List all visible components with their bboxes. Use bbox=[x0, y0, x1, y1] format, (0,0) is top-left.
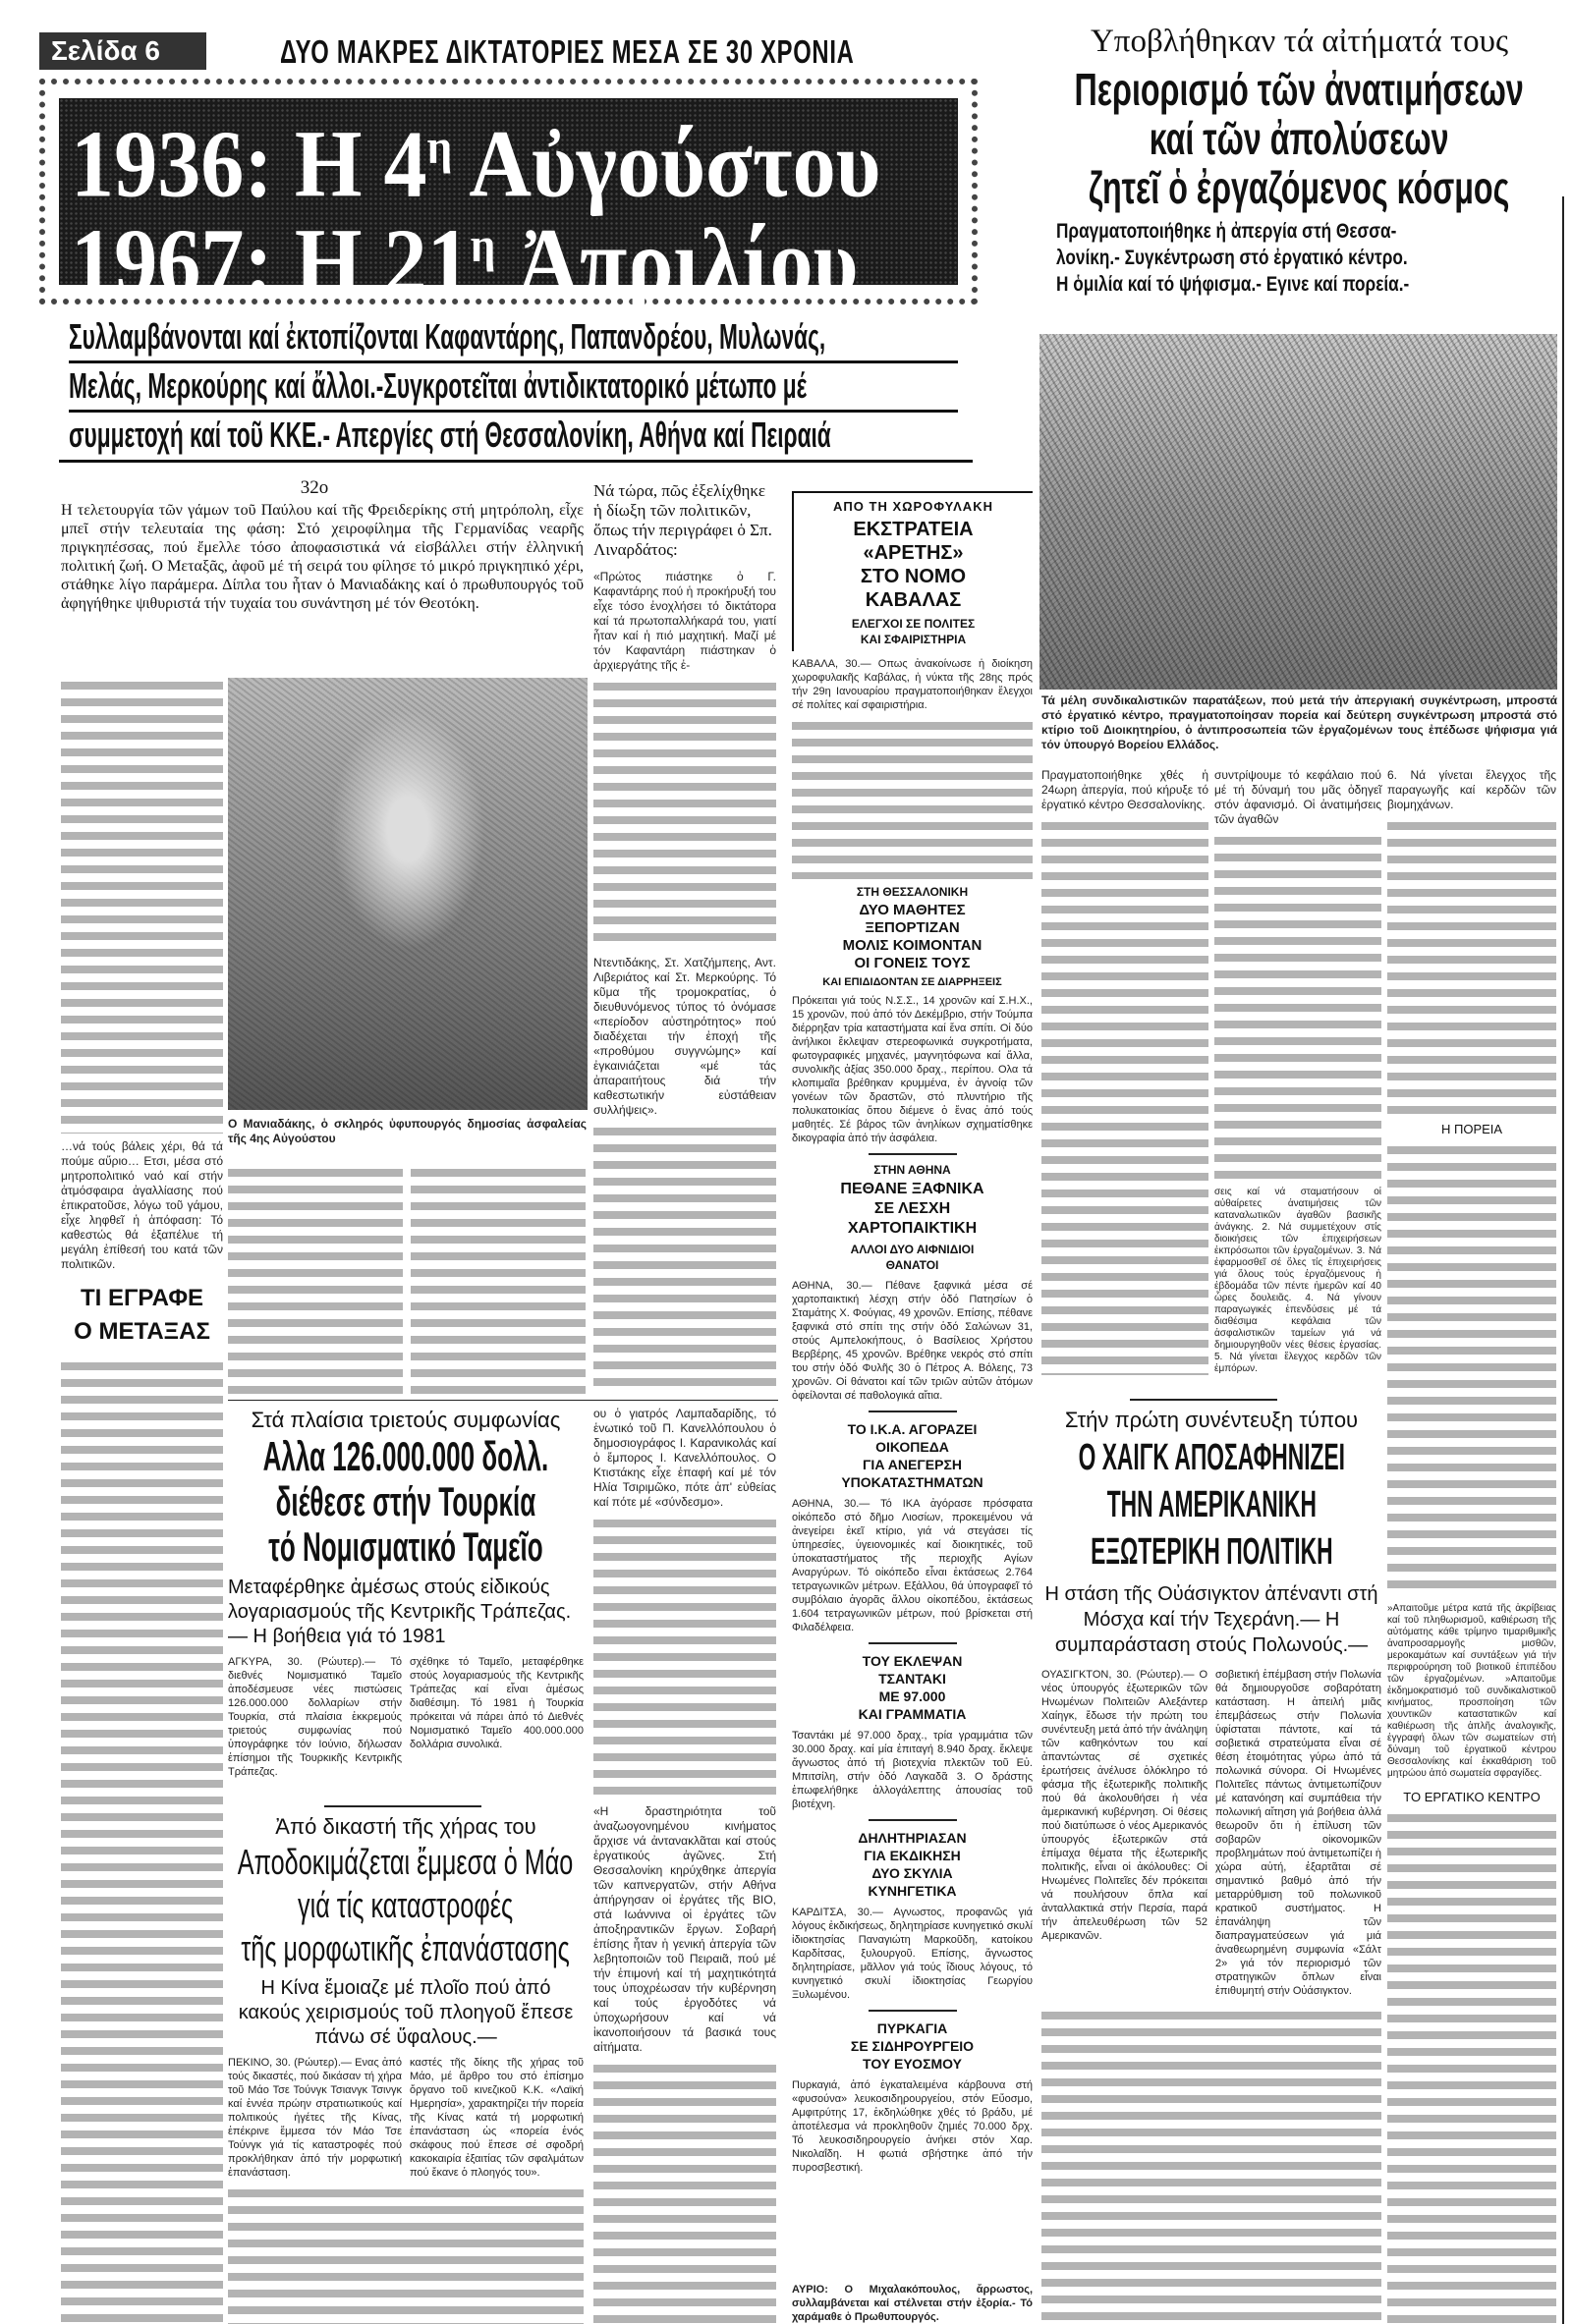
text-column bbox=[593, 2061, 776, 2324]
imf-headline: Αλλα 126.000.000 δολλ. διέθεσε στήν Τουρκία τό Νομισματικό Ταμεῖο bbox=[262, 1433, 549, 1570]
deck-line: Μελάς, Μερκούρης καί ἄλλοι.-Συγκροτεῖται ἀντιδικτατορικό μέτωπο μέ bbox=[69, 365, 807, 406]
side-quote: «Πρώτος πιάστηκε ὁ Γ. Καφαντάρης πού ἡ προκήρυξή του εἶχε τόσο ἐνοχλήσει τό δικτάτορα καί τά πρωτοπαλλήκαρά του, γιατί ἦταν καί ἡ πιό μαχητική. Μαζί μέ τόν Καφαντάρη πιάστηκαν ὁ ἀρχιεργάτης τῆς ἐ- bbox=[593, 570, 776, 672]
bag-headline: ΤΟΥ ΕΚΛΕΨΑΝ ΤΣΑΝΤΑΚΙ ΜΕ 97.000 ΚΑΙ ΓΡΑΜΜΑΤΙΑ bbox=[858, 1653, 967, 1722]
text-column bbox=[593, 1124, 776, 1395]
imf-subhead: Μεταφέρθηκε ἀμέσως στούς εἰδικούς λογαριασμούς τῆς Κεντρικῆς Τράπεζας.— Η βοήθεια γιά τό 1981 bbox=[228, 1577, 572, 1647]
thess-sub: ΚΑΙ ΕΠΙΔΙΔΟΝΤΑΝ ΣΕ ΔΙΑΡΡΗΞΕΙΣ bbox=[822, 976, 1002, 988]
mao-body-2: καστές τῆς δίκης τῆς χήρας τοῦ Μάο, μέ ἄρθρο του στό ἐπίσημο ὄργανο τοῦ κινεζικοῦ Κ.Κ. «Λαϊκή Ημερησία», χαρακτηρίζει τήν πορεία τῆς Κίνας κατά τή μορφωτική ἐπανάσταση ὡς «πορεία ἑνός σκάφους πού ἔπεσε σέ σφοδρή κακοκαιρία ἐξαιτίας τῶν σφαλμάτων πού ἔκανε ὁ πλοηγός του». bbox=[410, 2057, 584, 2179]
page-label: Σελίδα 6 bbox=[39, 32, 206, 70]
dogs-body: ΚΑΡΔΙΤΣΑ, 30.— Αγνωστος, προφανῶς γιά λόγους ἐκδικήσεως, δηλητηρίασε κυνηγετικό σκυλί ἰδιοκτησίας Παναγιώτη Μαρκοῦδη, κατοίκου Καρδίτσας, ξυλουργοῦ. Επίσης, ἄγνωστος δηλητηρίασε, μᾶλλον γιά τούς ἴδιους λόγους, τό κυνηγετικό σκυλί ἰδιοκτησίας Γεωργίου Ξυλωμένου. bbox=[792, 1907, 1033, 2001]
thess-kicker: ΣΤΗ ΘΕΣΣΑΛΟΝΙΚΗ bbox=[856, 885, 969, 899]
mao-body: ΠΕΚΙΝΟ, 30. (Ρώυτερ).— Ενας ἀπό τούς δικαστές, πού δικάσαν τή χήρα τοῦ Μάο Τσε Τούνγκ Τσιανγκ Τσινγκ καί ἐννέα πρώην στρατιωτικούς καί πολιτικούς ἡγέτες τῆς Κίνας, ἐπέκρινε ἔμμεσα τόν Μάο Τσε Τούνγκ γιά τίς καταστροφές πού προκλήθηκαν ἀπό τήν μορφωτική ἐπανάσταση. bbox=[228, 2057, 402, 2179]
article-intro: Η τελετουργία τῶν γάμων τοῦ Παύλου καί τῆς Φρειδερίκης στή μητρόπολη, εἶχε μπεῖ στήν τελευταία της φάση: Στό χειροφίλημα τῆς Γερμανίδας νεαρῆς πριγκηπέσσας, πού ἔμελλε τόσο ἀποφασιστικά νά εἰσβάλλει στήν ἑλληνική πολιτική ζωή. Ο Μεταξᾶς, ἀφοῦ μέ τή σειρά του φίλησε τό μικρό πριγκηπικό χέρι, στάθηκε λίγο παράμερα. Δίπλα του ἦταν ὁ Μανιαδάκης καί ὁ πρωθυπουργός τοῦ ἀφηγήθηκε ψιθυριστά τήν τυχαία του συνάντηση μέ τόν Θεοτόκη. bbox=[61, 502, 584, 612]
labor-col3-top: 6. Νά γίνεται ἔλεγχος τῆς παραγωγῆς καί κερδῶν τῶν βιομηχάνων. bbox=[1387, 768, 1556, 811]
thess-headline: ΔΥΟ ΜΑΘΗΤΕΣ ΞΕΠΟΡΤΙΖΑΝ ΜΟΛΙΣ ΚΟΙΜΟΝΤΑΝ ΟΙ ΓΟΝΕΙΣ ΤΟΥΣ bbox=[842, 902, 982, 971]
labor-col1: Πραγματοποιήθηκε χθές ἡ 24ωρη ἀπεργία, πού κήρυξε τό ἐργατικό κέντρο Θεσσαλονίκης. bbox=[1041, 768, 1208, 811]
side-column bbox=[593, 481, 776, 1395]
chapter-number: 32ο bbox=[300, 477, 329, 498]
haig-body-2: σοβιετική ἐπέμβαση στήν Πολωνία θά δημιουργοῦσε σοβαρότατη κατάσταση. Η ἀπειλή μιᾶς ἐπεμβάσεως στήν Πολωνία ὑφίσταται πάντοτε, καί τά σοβιετικά στρατεύματα εἶναι σέ θέση ἑτοιμότητας γύρω ἀπό τά πολωνικά σύνορα. Οἱ Ηνωμένες Πολιτεῖες πάντως ἀντιμετωπίζουν μέ κατανόηση καί συμπάθεια τήν πολωνική αἴτηση γιά βοήθεια ἀλλά θεωροῦν ὅτι ἡ ἐπίλυση τῶν σοβαρῶν οἰκονομικῶν προβλημάτων πού ἀντιμετωπίζει ἡ χώρα αὐτή, ἐξαρτᾶται σέ σημαντικό βαθμό ἀπό τήν μεταρρύθμιση τοῦ πολωνικοῦ κρατικοῦ συστήματος. Η ἐπανάληψη τῶν διαπραγματεύσεων γιά μιά ἀναθεωρημένη συμφωνία «Σάλτ 2» γιά τόν περιορισμό τῶν στρατηγικῶν ὅπλων εἶναι ἐπιθυμητή στήν Οὐάσιγκτον. bbox=[1215, 1669, 1381, 1997]
athens-body: ΑΘΗΝΑ, 30.— Πέθανε ξαφνικά μέσα σέ χαρτοπαικτική λέσχη στήν ὁδό Πατησίων ὁ Σταμάτης Χ. Φούγιας, 49 χρονῶν. Επίσης, πέθανε ξαφνικά στό σπίτι της στήν ὁδό Σαλώνων 31, στούς Αμπελοκήπους, ὁ Βασίλειος Χρήστου Βερβέρης, 45 χρονῶν. Βρέθηκε νεκρός στό σπίτι του στήν ὁδό Φυλῆς 30 ὁ Πέτρος Α. Βόλεης, 73 χρονῶν. Οἱ θάνατοι καί τῶν τριῶν αὐτῶν ἀτόμων ὀφείλονται σέ παθολογικά αἴτια. bbox=[792, 1280, 1033, 1402]
labor-column-1 bbox=[1041, 768, 1208, 1375]
movement-text: «Η δραστηριότητα τοῦ ἀναζωογονημένου κινήματος ἄρχισε νά ἀντανακλᾶται καί στούς ἐργατικούς ἀγῶνες. Στή Θεσσαλονίκη κηρύχθηκε ἀπεργία τῶν καπνεργατῶν, στήν Αθήνα ἀπήργησαν οἱ ἐργάτες τῆς ΒΙΟ, στά Ιωάννινα οἱ ἐργάτες τῶν ἀποξηραντικῶν ἔργων. Σοβαρή ἐπίσης ἦταν ἡ γενική ἀπεργία τῶν λεβητοποιῶν τοῦ Πειραιᾶ, πού μέ τήν ἐπιμονή καί τή μαχητικότητά τους ὑποχρέωσαν τήν κυβέρνηση καί τούς ἐργοδότες νά ὑποχωρήσουν καί νά ἱκανοποιήσουν τά βασικά τους αἰτήματα. bbox=[593, 1804, 776, 2054]
labor-column-2 bbox=[1214, 768, 1381, 1375]
mao-kicker: Ἀπό δικαστή τῆς χήρας του bbox=[275, 1814, 536, 1839]
dogs-headline: ΔΗΛΗΤΗΡΙΑΣΑΝ ΓΙΑ ΕΚΔΙΚΗΣΗ ΔΥΟ ΣΚΥΛΙΑ ΚΥΝΗΓΕΤΙΚΑ bbox=[858, 1830, 967, 1899]
ika-body: ΑΘΗΝΑ, 30.— Τό ΙΚΑ ἀγόρασε πρόσφατα οἰκόπεδο στό δῆμο Λιοσίων, προκειμένου νά ἀνεγείρει ἐκεῖ κτίριο, γιά νά στεγάσει τίς ὑπηρεσίες, ὑγειονομικές καί διοικητικές, τοῦ ὑποκαταστήματος τῆς περιοχῆς Αγίων Αναργύρων. Τό οἰκόπεδο εἶναι ἐκτάσεως 2.764 τετραγωνικῶν μέτρων. Εξάλλου, θά ὑπογραφεῖ τό συμβόλαιο ἀγορᾶς ἄλλου οἰκοπέδου, ἐκτάσεως 1.604 τετραγωνικῶν μέτρων, πού βρίσκεται στή Φιλαδέλφεια. bbox=[792, 1498, 1033, 1633]
haig-body-1: ΟΥΑΣΙΓΚΤΟΝ, 30. (Ρώυτερ).— Ο νέος ὑπουργός ἐξωτερικῶν τῶν Ηνωμένων Πολιτειῶν Αλεξάντερ Χαίηγκ, ἔδωσε τήν πρώτη του συνέντευξη μετά ἀπό τήν ἀνάληψη τῶν καθηκόντων του καί ἀπαντώντας σέ σχετικές ἐρωτήσεις ἀνέλυσε ὁλόκληρο τό φάσμα τῆς ἐξωτερικῆς πολιτικῆς πού θά ἀκολουθήσει ἡ νέα ἀμερικανική κυβέρνηση. Οἱ θέσεις πού διατύπωσε ὁ νέος Αμερικανός ὑπουργός ἐξωτερικῶν στά ἐπίμαχα θέματα τῆς ἐξωτερικῆς πολιτικῆς, εἶναι οἱ ἀκόλουθες: Οἱ Ηνωμένες Πολιτεῖες δέν πρόκειται νά πουλήσουν ὅπλα καί ἀνταλλακτικά στήν Περσία, παρά τήν ἀπελευθέρωση τῶν 52 Αμερικανῶν. bbox=[1041, 1669, 1207, 1942]
mao-headline: Αποδοκιμάζεται ἔμμεσα ὁ Μάο γιά τίς καταστροφές τῆς μορφωτικῆς ἐπανάστασης bbox=[238, 1842, 574, 1968]
text-column bbox=[792, 718, 1033, 879]
haig-kicker: Στήν πρώτη συνέντευξη τύπου bbox=[1064, 1408, 1359, 1432]
ika-headline: ΤΟ Ι.Κ.Α. ΑΓΟΡΑΖΕΙ ΟΙΚΟΠΕΔΑ ΓΙΑ ΑΝΕΓΕΡΣΗ ΥΠΟΚΑΤΑΣΤΗΜΑΤΩΝ bbox=[841, 1421, 983, 1490]
kavala-body: ΚΑΒΑΛΑ, 30.— Οπως ἀνακοίνωσε ἡ διοίκηση χωροφυλακῆς Καβάλας, ἡ νύκτα τῆς 28ης πρός τήν 29η Ιανουαρίου πραγματοποιήθηκαν ἔλεγχοι σέ πολίτες καί σφαιριστήρια. bbox=[792, 658, 1033, 711]
text-column bbox=[1387, 1810, 1556, 2324]
bag-body: Τσαντάκι μέ 97.000 δραχ., τρία γραμμάτια τῶν 30.000 δραχ. καί μία ἐπιταγή 8.940 δραχ. ἔκλεψε ἄγνωστος ἀπό τή βιοτεχνία πλεκτῶν τοῦ Εὐ. Μπιτσίλη, στήν ὁδό Λαγκαδᾶ 3. Ο δράστης ἐπωφελήθηκε ἀλλογάλεπτης ἀπουσίας τοῦ βιοτέχνη. bbox=[792, 1730, 1033, 1810]
photo-caption: Ο Μανιαδάκης, ὁ σκληρός ὑφυπουργός δημοσίας ἀσφαλείας τῆς 4ης Αὐγούστου bbox=[228, 1117, 587, 1145]
athens-kicker: ΣΤΗΝ ΑΘΗΝΑ bbox=[873, 1163, 951, 1177]
left-tail-text: …νά τούς βάλεις χέρι, θά τά πούμε αὔριο… Ετσι, μέσα στό μητροπολιτικό ναό καί στήν ἀτμόσφαιρα ἀγαλλίασης πού ἐπικρατοῦσε, λόγω τοῦ γάμου, εἶχε ληφθεῖ ἡ ἀπόφαση: Τό καθεστώς θά ἐξαπέλυε τή μεγάλη ἐπίθεσή του κατά τῶν πολιτικῶν. bbox=[61, 1138, 223, 1271]
side-lead: Νά τώρα, πῶς ἐξελίχθηκε ἡ δίωξη τῶν πολιτικῶν, ὅπως τήν περιγράφει ὁ Σπ. Λιναρδάτος: bbox=[593, 481, 772, 559]
fire-headline: ΠΥΡΚΑΓΙΑ ΣΕ ΣΙΔΗΡΟΥΡΓΕΙΟ ΤΟΥ ΕΥΟΣΜΟΥ bbox=[850, 2020, 975, 2072]
text-column bbox=[593, 679, 776, 950]
briefs-column bbox=[792, 491, 1033, 2324]
left-column bbox=[61, 678, 223, 2324]
imf-body: ΑΓΚΥΡΑ, 30. (Ρώυτερ).— Τό διεθνές Νομισματικό Ταμεῖο ἀποδέσμευσε νέες πιστώσεις 126.000.000 δολλαρίων στήν Τουρκία, στά πλαίσια ἐκκρεμούς τριετούς συμφωνίας πού ὑπογράφηκε τόν Ιούνιο, δήλωσαν ἐπίσημοι τῆς Τουρκικῆς Κεντρικῆς Τράπεζας. bbox=[228, 1656, 402, 1778]
banner-line-1967: 1967: Η $21^\eta$ Ἀπριλίου bbox=[71, 209, 859, 316]
briefs-box bbox=[792, 491, 1033, 651]
text-column bbox=[1214, 833, 1381, 1181]
text-column bbox=[228, 1165, 403, 1395]
athens-headline: ΠΕΘΑΝΕ ΞΑΦΝΙΚΑ ΣΕ ΛΕΣΧΗ ΧΑΡΤΟΠΑΙΚΤΙΚΗ bbox=[840, 1181, 984, 1237]
labor-kicker: Υποβλήθηκαν τά αἰτήματά τους bbox=[1090, 24, 1509, 59]
labor-deck: Πραγματοποιήθηκε ἡ ἀπεργία στή Θεσσα- λονίκη.- Συγκέντρωση στό ἐργατικό κέντρο. Η ὁμιλία καί τό ψήφισμα.- Εγινε καί πορεία.- bbox=[1056, 220, 1410, 296]
tomorrow-teaser: ΑΥΡΙΟ: Ο Μιχαλακόπουλος, ἄρρωστος, συλλαμβάνεται καί στέλνεται στήν ἐξορία.- Τό χαράμαθε ὁ Πρωθυπουργός. bbox=[792, 2284, 1033, 2323]
deck-line: Συλλαμβάνονται καί ἐκτοπίζονται Καφαντάρης, Παπανδρέου, Μυλωνάς, bbox=[69, 316, 826, 357]
middle-column bbox=[593, 1407, 776, 2324]
athens-sub: ΑΛΛΟΙ ΔΥΟ ΑΙΦΝΙΔΙΟΙ ΘΑΝΑΤΟΙ bbox=[850, 1243, 975, 1272]
text-column bbox=[1041, 818, 1208, 1375]
subhead-metaxas: ΤΙ ΕΓΡΑΦΕ Ο ΜΕΤΑΞΑΣ bbox=[74, 1284, 210, 1345]
deck-line: συμμετοχή καί τοῦ ΚΚΕ.- Απεργίες στή Θεσσαλονίκη, Αθήνα καί Πειραιά bbox=[69, 415, 831, 455]
haig-subhead: Η στάση τῆς Οὐάσιγκτον ἀπέναντι στή Μόσχα καί τήν Τεχεράνη.— Η συμπαράσταση στούς Πολωνούς.— bbox=[1044, 1583, 1378, 1656]
imf-kicker: Στά πλαίσια τριετούς συμφωνίας bbox=[251, 1408, 561, 1432]
thess-body: Πρόκειται γιά τούς Ν.Σ.Σ., 14 χρονῶν καί Σ.Η.Χ., 15 χρονῶν, πού ἀπό τόν Δεκέμβριο, στήν Τούμπα διέρρηξαν τρία καταστήματα καί ἕνα σπίτι. Οἱ δύο ἀνήλικοι ἔκλεψαν στερεοφωνικά συγκροτήματα, φωτογραφικές μηχανές, μαγνητόφωνα καί ἄλλα, συνολικῆς ἀξίας 350.000 δραχ., περίπου. Ολα τά κλοπιμαῖα βρέθηκαν κρυμμένα, ἐν ἀγνοίᾳ τῶν γονέων τῶν δραστῶν, στό πλυντήριο τῆς πολυκατοικίας ὅπου διέμενε ὁ ἕνας ἀπό τούς μαθητές. Σέ βάρος τῶν ἀνηλίκων σχηματίσθηκε δικογραφία ἀπό τήν ἀσφάλεια. bbox=[792, 995, 1033, 1144]
rally-photo bbox=[1039, 334, 1557, 690]
haig-headline: Ο ΧΑΙΓΚ ΑΠΟΣΑΦΗΝΙΖΕΙ ΤΗΝ ΑΜΕΡΙΚΑΝΙΚΗ ΕΞΩΤΕΡΙΚΗ ΠΟΛΙΤΙΚΗ bbox=[1078, 1437, 1345, 1573]
imf-story bbox=[228, 1407, 584, 1799]
banner-line-1936: 1936: Η $4^\eta$ Αὐγούστου bbox=[71, 111, 881, 218]
haig-story bbox=[1041, 1407, 1381, 2324]
text-column bbox=[593, 1516, 776, 1798]
labor-column-3 bbox=[1387, 768, 1556, 2324]
box-sub: ΕΛΕΓΧΟΙ ΣΕ ΠΟΛΙΤΕΣ ΚΑΙ ΣΦΑΙΡΙΣΤΗΡΙΑ bbox=[851, 617, 976, 646]
portrait-photo bbox=[228, 678, 588, 1110]
imf-body-2: σχέθηκε τό Ταμεῖο, μεταφέρθηκε στούς λογαριασμούς τῆς Κεντρικῆς Τράπεζας καί εἶναι ἀμέσως διαθέσιμη. Τό 1981 ἡ Τουρκία πρόκειται νά πάρει ἀπό τό Διεθνές Νομισματικό Ταμεῖο 400.000.000 δολλάρια συνολικά. bbox=[410, 1656, 584, 1750]
labor-col2: συντρίψουμε τό κεφάλαιο πού μέ τή δύναμή του μᾶς ὁδηγεῖ στόν ἀφανισμό. Οἱ ἀνατιμήσεις τῶν ἀγαθῶν bbox=[1214, 768, 1381, 826]
mao-subhead: Η Κίνα ἔμοιαζε μέ πλοῖο πού ἀπό κακούς χειρισμούς τοῦ πλοηγοῦ ἔπεσε πάνω σέ ὕφαλους.— bbox=[238, 1977, 574, 2048]
text-column bbox=[1387, 1142, 1556, 1597]
text-column bbox=[1387, 818, 1556, 1116]
terror-text: Ντεντιδάκης, Στ. Χατζήμπεης, Αντ. Λιβεριάτος καί Στ. Μερκούρης. Τό κῦμα τῆς τρομοκρατίας, ὁ διευθυνόμενος τύπος τό ὀνόμασε «περίοδον αὐστηρότητος» πού διαδέχεται τήν ἐποχή τῆς «προθύμου συγγνώμης» καί ἐγκαινιάζεται «μέ τάς ἀπαραιτήτους διά τήν καθεστωτικήν εὐστάθειαν συλλήψεις». bbox=[593, 956, 776, 1117]
banner-headline bbox=[39, 79, 978, 316]
front-text: ου ὁ γιατρός Λαμπαδαρίδης, τό ἑνωτικό τοῦ Π. Κανελλόπουλου ὁ δημοσιογράφος Ι. Καρανικολάς καί ὁ ἔμπορος Ι. Κανελλόπουλος. Ο Κτιστάκης εἶχε ἐπαφή καί μέ τόν Ηλία Τσιριμῶκο, πότε ἀπ' εὐθείας καί πότε μέ «σύνδεσμο». bbox=[593, 1407, 776, 1509]
mao-story bbox=[228, 1813, 584, 2324]
text-column bbox=[61, 1358, 223, 2324]
box-headline: ΕΚΣΤΡΑΤΕΙΑ «ΑΡΕΤΗΣ» ΣΤΟ ΝΟΜΟ ΚΑΒΑΛΑΣ bbox=[853, 519, 974, 611]
text-column bbox=[61, 678, 223, 1134]
labor-headline: Περιορισμό τῶν ἀνατιμήσεων καί τῶν ἀπολύσεων ζητεῖ ὁ ἐργαζόμενος κόσμος bbox=[1074, 64, 1525, 213]
rally-caption: Τά μέλη συνδικαλιστικῶν παρατάξεων, πού μετά τήν ἀπεργιακή συγκέντρωση, μπροστά στό ἐργατικό κέντρο, πραγματοποίησαν πορεία καί δεύτερη συγκέντρωση μπροστά στό κτίριο τοῦ Διοικητηρίου, ὁ ἀντιπροσωπεία τῶν ἐργαζομένων τους ἐπέδωσε ψήφισμα γιά τόν ὑπουργό Βορείου Ελλάδος. bbox=[1041, 693, 1557, 751]
subhead-labor-center: ΤΟ ΕΡΓΑΤΙΚΟ ΚΕΝΤΡΟ bbox=[1403, 1790, 1541, 1804]
fire-body: Πυρκαγιά, ἀπό ἐγκαταλειμένα κάρβουνα στή «φυσούνα» λευκοσιδηρουργείου, στόν Εὔοσμο, Αμφιτρύτης 17, ἐκδηλώθηκε χθές τό βράδυ, μέ ἀποτέλεσμα νά προκληθοῦν ζημιές 70.000 δρχ. Τό λευκοσιδηρουργείο ἀνήκει στόν Χαρ. Νικολαΐδη. Η φωτιά σβήστηκε ἀπό τήν πυροσβεστική. bbox=[792, 2079, 1033, 2174]
labor-demands: σεις καί νά σταματήσουν οἱ αὐθαίρετες ἀνατιμήσεις τῶν καταναλωτικῶν ἀγαθῶν βασικῆς ἀνάγκης. 2. Νά συμμετέχουν στίς διοικήσεις τῶν ἐπιχειρήσεων ἐκπρόσωποι τῶν ἐργαζομένων. 3. Νά ἐφαρμοσθεῖ σέ ὅλες τίς ἐπιχειρήσεις γιά ὅλους τούς ἐργαζόμενους ἡ ἑβδομάδα τῶν πέντε ἡμερῶν καί 40 ὧρες δουλειᾶς. 4. Νά γίνουν παραγωγικές ἐπενδύσεις μέ τά διαθέσιμα κεφάλαια τῶν ἀσφαλιστικῶν ταμείων γιά νά δημιουργηθοῦν νέες θέσεις ἐργασίας. 5. Νά γίνεται ἔλεγχος κερδῶν τῶν ἐμπόρων. bbox=[1214, 1187, 1381, 1374]
section-kicker: ΔΥΟ ΜΑΚΡΕΣ ΔΙΚΤΑΤΟΡΙΕΣ ΜΕΣΑ ΣΕ 30 ΧΡΟΝΙΑ bbox=[280, 33, 855, 70]
text-column bbox=[411, 1165, 586, 1395]
subhead-march: Η ΠΟΡΕΙΑ bbox=[1440, 1122, 1503, 1136]
labor-col3-demands: »Απαιτοῦμε μέτρα κατά τῆς ἀκρίβειας καί τοῦ πληθωρισμοῦ, καθιέρωση τῆς αὐτόματης κάθε τρίμηνο τιμαριθμικῆς ἀναπροσαρμογῆς μισθῶν, μεροκαμάτων καί συντάξεων γιά τήν περιφρούρηση τοῦ βιοτικοῦ ἐπιπέδου τῶν ἐργαζομένων. »Απαιτοῦμε ἐκδημοκρατισμό τοῦ συνδικαλιστικοῦ κινήματος, προσποίηση τῶν χουντικῶν καταστατικῶν καί καθιέρωση τῆς ἁπλῆς ἀναλογικῆς, ἐγγραφή ὅλων τῶν σωματείων στή δύναμη τοῦ ἐργατικοῦ κέντρου Θεσσαλονίκης καί ἐκκαθάριση τοῦ μητρώου ἀπό σωματεία σφραγίδες. bbox=[1387, 1603, 1556, 1779]
box-kicker: ΑΠΟ ΤΗ ΧΩΡΟΦΥΛΑΚΗ bbox=[833, 499, 993, 514]
text-column bbox=[228, 2186, 584, 2324]
text-column bbox=[1041, 2008, 1381, 2324]
